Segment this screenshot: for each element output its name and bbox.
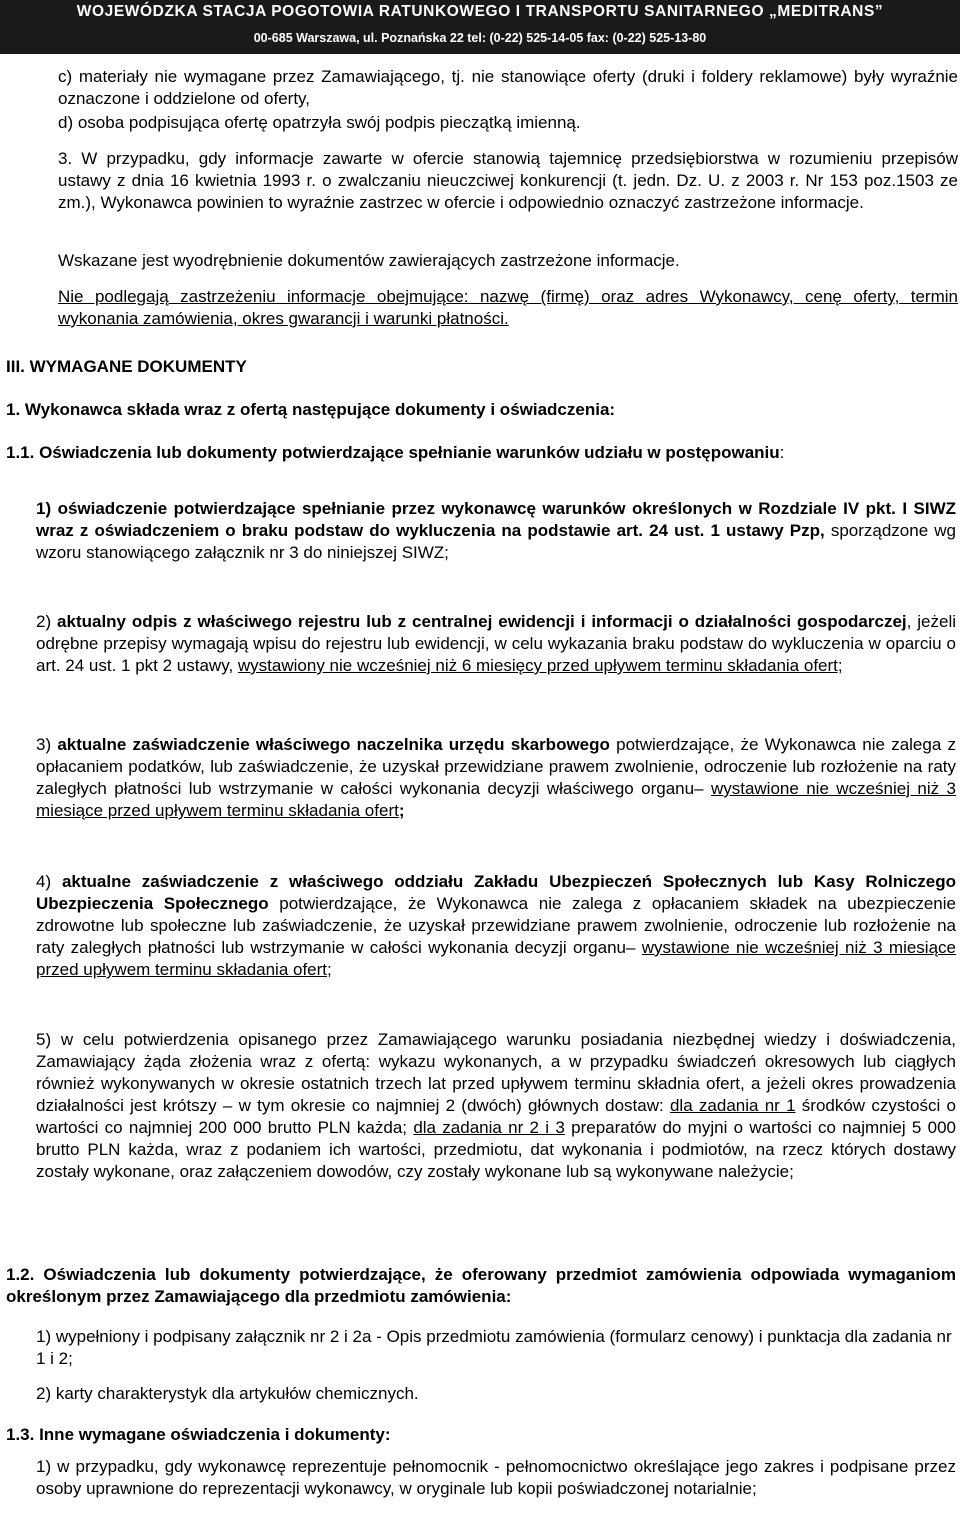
doc-item-1-bold: 1) oświadczenie potwierdzające spełnianie przez wykonawcę warunków określonych w Rozdziale IV pkt. I SIWZ wraz z oświadczeniem o braku podstaw do wykluczenia na podstawie art. 24 ust. 1 ustawy Pzp, — [36, 499, 956, 540]
doc-item-5-part-c: preparatów do myjni o wartości co najmniej 5 000 brutto PLN każda, wraz z podaniem ich wartości, przedmiotu, dat wykonania i podmiotów, na rzecz których dostawy zostały wykonane, oraz załączeniem dowodów, czy zostały wykonane lub są wykonywane należycie; — [36, 1118, 956, 1181]
point-3: 3. W przypadku, gdy informacje zawarte w ofercie stanowią tajemnicę przedsiębiorstwa w rozumieniu przepisów ustawy z dnia 16 kwietnia 1993 r. o zwalczaniu nieuczciwej konkurencji (t. jedn. Dz. U. z 2003 r. Nr 153 poz.1503 ze zm.), Wykonawca powinien to wyraźnie zastrzec w ofercie i odpowiednio oznaczyć zastrzeżone informacje. — [58, 149, 958, 212]
subsection-1-heading: 1. Wykonawca składa wraz z ofertą następujące dokumenty i oświadczenia: — [6, 400, 616, 419]
doc-item-2-bold: aktualny odpis z właściwego rejestru lub z centralnej ewidencji i informacji o działalności gospodarczej — [57, 612, 907, 631]
doc-item-5-task-2-3: dla zadania nr 2 i 3 — [413, 1118, 565, 1137]
doc-item-2-number: 2) — [36, 612, 58, 631]
doc-item-4-mid: potwierdzające, że Wykonawca nie zalega z opłacaniem składek na ubezpieczenie zdrowotne lub społeczne lub zaświadczenie, że uzyskał przewidziane prawem zwolnienie, odroczenie lub rozłożenie na raty zaległych płatności lub wstrzymanie w całości wykonania decyzji organu– — [36, 894, 956, 957]
doc-item-5-part-b: środków czystości o wartości co najmniej 200 000 brutto PLN każda; — [36, 1096, 956, 1137]
subsection-1-2-heading: 1.2. Oświadczenia lub dokumenty potwierdzające, że oferowany przedmiot zamówienia odpowiada wymaganiom określonym przez Zamawiającego dla przedmiotu zamówienia: — [6, 1265, 956, 1306]
doc-item-4-number: 4) — [36, 872, 62, 891]
subsection-1-2-item-1: 1) wypełniony i podpisany załącznik nr 2 i 2a - Opis przedmiotu zamówienia (formularz cenowy) i punktacja dla zadania nr 1 i 2; — [36, 1327, 952, 1368]
doc-item-5 — [36, 1029, 956, 1183]
doc-item-3-number: 3) — [36, 735, 58, 754]
doc-item-4-bold: aktualne zaświadczenie z właściwego oddziału Zakładu Ubezpieczeń Społecznych lub Kasy Rolniczego Ubezpieczenia Społecznego — [36, 872, 957, 913]
subsection-1-2-item-2: 2) karty charakterystyk dla artykułów chemicznych. — [36, 1384, 419, 1403]
doc-item-1 — [36, 498, 956, 564]
subsection-1-1-colon: : — [779, 443, 785, 462]
doc-item-5-part-a: 5) w celu potwierdzenia opisanego przez Zamawiającego warunku posiadania niezbędnej wiedzy i doświadczenia, Zamawiający żąda złożenia wraz z ofertą: wykazu wykonanych, a w przypadku świadczeń okresowych lub ciągłych również wykonywanych w okresie ostatnich trzech lat przed upływem terminu składnia ofert, a jeżeli okres prowadzenia działalności jest krótszy – w tym okresie co najmniej 2 (dwóch) głównych dostaw: — [36, 1030, 956, 1115]
doc-item-2 — [36, 611, 956, 677]
letterhead — [0, 0, 960, 54]
section-heading: III. WYMAGANE DOKUMENTY — [6, 357, 247, 376]
point-3-exclusion: Nie podlegają zastrzeżeniu informacje obejmujące: nazwę (firmę) oraz adres Wykonawcy, cenę oferty, termin wykonania zamówienia, okres gwarancji i warunki płatności. — [58, 287, 958, 328]
doc-item-4 — [36, 871, 956, 981]
doc-item-2-mid: , jeżeli odrębne przepisy wymagają wpisu do rejestru lub ewidencji, w celu wykazania braku podstaw do wykluczenia w oparciu o art. 24 ust. 1 pkt 2 ustawy, — [36, 612, 956, 675]
item-c: c) materiały nie wymagane przez Zamawiającego, tj. nie stanowiące oferty (druki i foldery reklamowe) były wyraźnie oznaczone i oddzielone od oferty, — [58, 67, 958, 108]
letterhead-address: 00-685 Warszawa, ul. Poznańska 22 tel: (0-22) 525-14-05 fax: (0-22) 525-13-80 — [253, 31, 707, 45]
doc-item-5-task-1: dla zadania nr 1 — [669, 1096, 796, 1115]
doc-item-2-underlined: wystawiony nie wcześniej niż 6 miesięcy przed upływem terminu składania ofert; — [237, 656, 843, 675]
doc-item-3-mid: potwierdzające, że Wykonawca nie zalega z opłacaniem podatków, lub zaświadczenie, że uzyskał przewidziane prawem zwolnienie, odroczenie lub rozłożenie na raty zaległych płatności lub wstrzymanie w całości wykonania decyzji właściwego organu– — [36, 735, 957, 798]
subsection-1-1-heading — [6, 442, 956, 464]
doc-item-4-end: ; — [327, 960, 332, 979]
doc-item-1-rest: sporządzone wg wzoru stanowiącego załącznik nr 3 do niniejszej SIWZ; — [36, 521, 956, 562]
doc-item-3-bold: aktualne zaświadczenie właściwego naczelnika urzędu skarbowego — [57, 735, 610, 754]
doc-item-3 — [36, 734, 956, 822]
subsection-1-1-title: 1.1. Oświadczenia lub dokumenty potwierdzające spełnianie warunków udziału w postępowaniu — [6, 443, 780, 462]
doc-item-3-end: ; — [398, 801, 405, 820]
subsection-1-3-item-1: 1) w przypadku, gdy wykonawcę reprezentuje pełnomocnik - pełnomocnictwo określające jego zakres i podpisane przez osoby uprawnione do reprezentacji wykonawcy, w oryginale lub kopii poświadczonej notarialnie; — [36, 1457, 956, 1498]
item-d: d) osoba podpisująca ofertę opatrzyła swój podpis pieczątką imienną. — [58, 113, 581, 132]
doc-item-4-underlined: wystawione nie wcześniej niż 3 miesiące przed upływem terminu składania ofert — [36, 938, 956, 979]
doc-item-3-underlined: wystawione nie wcześniej niż 3 miesiące przed upływem terminu składania ofert — [36, 779, 956, 820]
point-3-recommendation: Wskazane jest wyodrębnienie dokumentów zawierających zastrzeżone informacje. — [58, 251, 680, 270]
letterhead-title: WOJEWÓDZKA STACJA POGOTOWIA RATUNKOWEGO I TRANSPORTU SANITARNEGO „MEDITRANS” — [76, 3, 884, 20]
subsection-1-3-heading: 1.3. Inne wymagane oświadczenia i dokumenty: — [6, 1425, 391, 1444]
